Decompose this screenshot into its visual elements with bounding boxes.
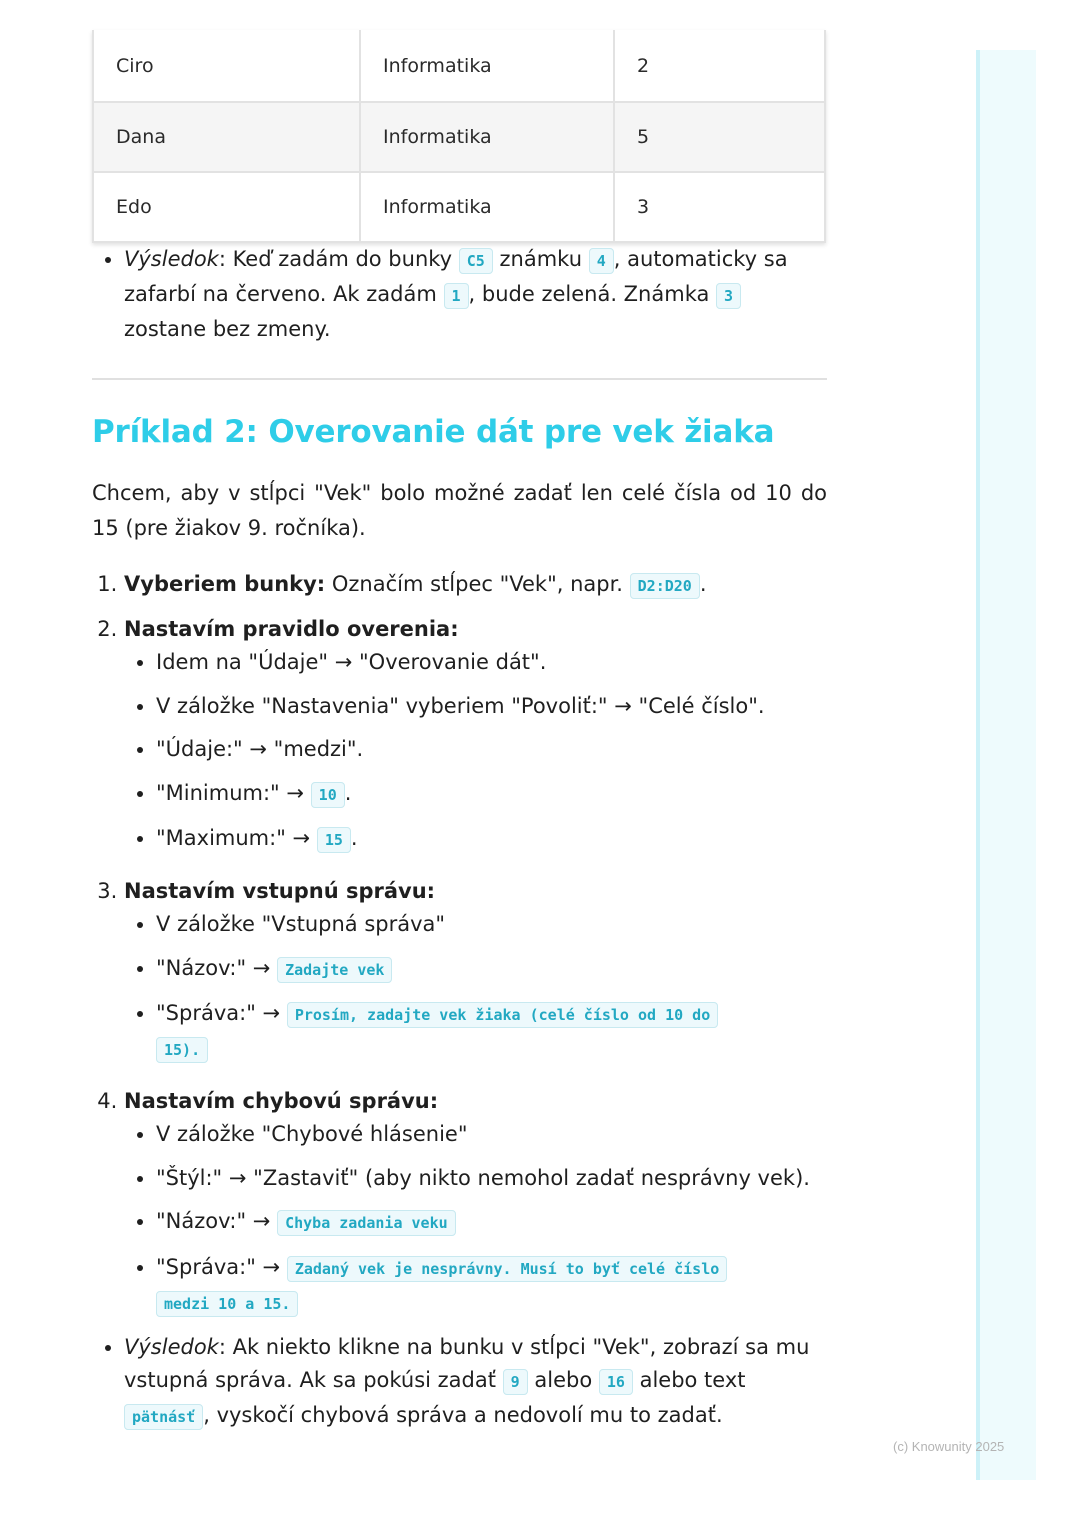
table-row: [93, 102, 825, 172]
inline-code: 15).: [156, 1037, 208, 1063]
result-label: Výsledok: [124, 1334, 219, 1359]
step-title: Nastavím pravidlo overenia:: [124, 617, 459, 641]
step-item: [124, 568, 827, 603]
result-text: alebo: [527, 1367, 599, 1392]
item-text: "Správa:" →: [156, 1254, 287, 1279]
list-item: • Idem na "Údaje" → "Overovanie dát".: [156, 646, 827, 679]
inline-code: 10: [311, 782, 345, 808]
inline-code: Chyba zadania veku: [277, 1210, 456, 1236]
copyright-footer: (c) Knowunity 2025: [893, 1439, 1005, 1454]
inline-code: C5: [459, 248, 493, 274]
list-item: • "Údaje:" → "medzi".: [156, 733, 827, 766]
table-row: [93, 172, 825, 242]
step-text: Označím stĺpec "Vek", napr.: [325, 572, 630, 596]
table-cell-grade: 5: [614, 102, 825, 172]
list-item: • V záložke "Chybové hlásenie": [156, 1118, 827, 1151]
table-cell-subject: Informatika: [360, 30, 614, 102]
result-text: zostane bez zmeny.: [124, 317, 331, 341]
result-text: alebo text: [632, 1367, 746, 1392]
inline-code: pätnásť: [124, 1404, 203, 1430]
table-cell-grade: 3: [614, 172, 825, 242]
right-sidebar-panel: [976, 50, 1036, 1480]
inline-code: 4: [589, 248, 614, 274]
inline-code: Prosím, zadajte vek žiaka (celé číslo od 10 do: [287, 1002, 718, 1028]
substep-list: [124, 1118, 827, 1321]
result-text: , vyskočí chybová správa a nedovolí mu to zadať.: [203, 1402, 723, 1427]
result-text: : Keď zadám do bunky: [218, 247, 459, 271]
section-heading: Príklad 2: Overovanie dát pre vek žiaka: [92, 414, 775, 450]
table-cell-subject: Informatika: [360, 172, 614, 242]
step-item: [124, 1085, 827, 1321]
table-cell-subject: Informatika: [360, 102, 614, 172]
inline-code: 16: [599, 1369, 633, 1395]
grades-table: [92, 30, 826, 243]
step-text: .: [699, 572, 707, 596]
list-item: • V záložke "Nastavenia" vyberiem "Povoliť:" → "Celé číslo".: [156, 690, 827, 723]
result-text: , automaticky sa zafarbí na červeno. Ak zadám: [124, 247, 788, 306]
substep-list: [124, 908, 827, 1067]
item-text: "Názov:" →: [156, 1209, 278, 1233]
step-title: Nastavím vstupnú správu:: [124, 879, 436, 903]
list-item: [156, 1251, 827, 1321]
inline-code: 15: [317, 827, 351, 853]
step-item: [124, 613, 827, 857]
inline-code: D2:D20: [630, 573, 700, 599]
list-item: [156, 822, 827, 857]
result-text: známku: [492, 247, 589, 271]
inline-code: medzi 10 a 15.: [156, 1291, 298, 1317]
intro-paragraph: Chcem, aby v stĺpci "Vek" bolo možné zadať len celé čísla od 10 do 15 (pre žiakov 9. ročníka).: [92, 481, 827, 540]
inline-code: 3: [716, 283, 741, 309]
result-list-1: [92, 243, 827, 346]
list-item: [156, 1205, 827, 1240]
substep-list: [124, 646, 827, 857]
result-item: [124, 1331, 827, 1434]
list-item: [156, 952, 827, 987]
item-text: .: [350, 826, 358, 850]
table-cell-grade: 2: [614, 30, 825, 102]
inline-code: Zadajte vek: [277, 957, 392, 983]
steps-list: [92, 568, 827, 1321]
item-text: "Minimum:" →: [156, 780, 311, 805]
list-item: [156, 777, 827, 812]
table-cell-name: Ciro: [93, 30, 360, 102]
inline-code: 1: [444, 283, 469, 309]
item-text: "Správa:" →: [156, 1001, 287, 1025]
list-item: [156, 997, 827, 1067]
document-content: [92, 30, 827, 1434]
section-divider: [92, 378, 827, 380]
result-text: , bude zelená. Známka: [468, 282, 717, 306]
table-row: [93, 30, 825, 102]
list-item: • "Štýl:" → "Zastaviť" (aby nikto nemohol zadať nesprávny vek).: [156, 1162, 827, 1195]
list-item: • V záložke "Vstupná správa": [156, 908, 827, 941]
step-title: Vyberiem bunky:: [124, 572, 326, 596]
inline-code: Zadaný vek je nesprávny. Musí to byť celé číslo: [287, 1256, 727, 1282]
step-item: [124, 875, 827, 1067]
item-text: "Názov:" →: [156, 955, 278, 980]
item-text: "Maximum:" →: [156, 826, 317, 850]
result-label: Výsledok: [124, 247, 219, 271]
result-text: : Ak niekto klikne na bunku v stĺpci "Vek", zobrazí sa mu vstupná správa. Ak sa pokúsi zadať: [124, 1334, 810, 1392]
item-text: .: [344, 780, 352, 805]
step-title: Nastavím chybovú správu:: [124, 1089, 439, 1113]
table-cell-name: Edo: [93, 172, 360, 242]
table-cell-name: Dana: [93, 102, 360, 172]
result-item: [124, 243, 827, 346]
inline-code: 9: [503, 1369, 528, 1395]
result-list-2: [92, 1331, 827, 1434]
